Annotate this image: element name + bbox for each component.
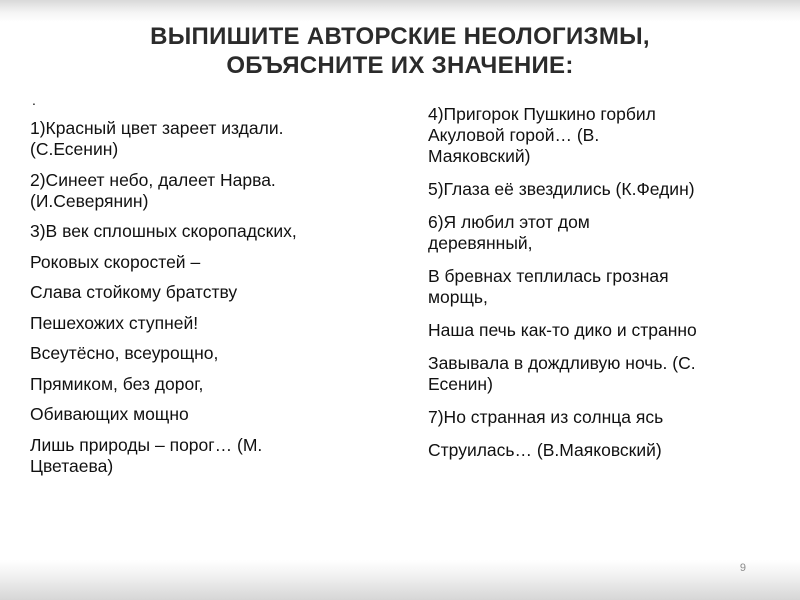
text-line: Всеутёсно, всеурощно, (30, 343, 219, 363)
text-line: Роковых скоростей – (30, 251, 201, 272)
text-line: Слава стойкому братству (30, 282, 238, 302)
text-line: 4)Пригорок Пушкино горбил Акуловой горой… (В. Маяковский) (428, 104, 656, 166)
slide-title-line-2: ОБЪЯСНИТЕ ИХ ЗНАЧЕНИЕ: (226, 52, 574, 79)
text-line: Лишь природы – порог… (М. Цветаева) (30, 434, 263, 476)
slide-title-line-1: ВЫПИШИТЕ АВТОРСКИЕ НЕОЛОГИЗМЫ, (150, 23, 650, 50)
slide-title (40, 22, 760, 80)
left-text-column (30, 92, 390, 486)
text-line: Наша печь как-то дико и странно (428, 320, 697, 340)
text-line: 7)Но странная из солнца ясь (428, 407, 664, 427)
slide-top-shadow (0, 0, 800, 22)
text-line: Завывала в дождливую ночь. (С. Есенин) (428, 353, 696, 394)
text-line: В бревнах теплилась грозная морщь, (428, 266, 669, 307)
right-text-column (428, 104, 778, 473)
text-line: Прямиком, без дорог, (30, 373, 204, 394)
text-line: 1)Красный цвет зареет издали. (С.Есенин) (30, 118, 284, 159)
text-line: Пешехожих ступней! (30, 312, 199, 333)
text-line: Обивающих мощно (30, 404, 189, 424)
text-line: 5)Глаза её звездились (К.Федин) (428, 179, 695, 199)
bullet-dot: . (32, 92, 36, 108)
slide-bottom-shadow (0, 560, 800, 600)
text-line: 6)Я любил этот дом деревянный, (428, 212, 590, 253)
text-line: 2)Синеет небо, далеет Нарва. (И.Северянин) (30, 169, 276, 211)
text-line: 3)В век сплошных скоропадских, (30, 221, 297, 241)
slide-page-number: 9 (739, 562, 746, 574)
text-line: Струилась… (В.Маяковский) (428, 440, 662, 460)
